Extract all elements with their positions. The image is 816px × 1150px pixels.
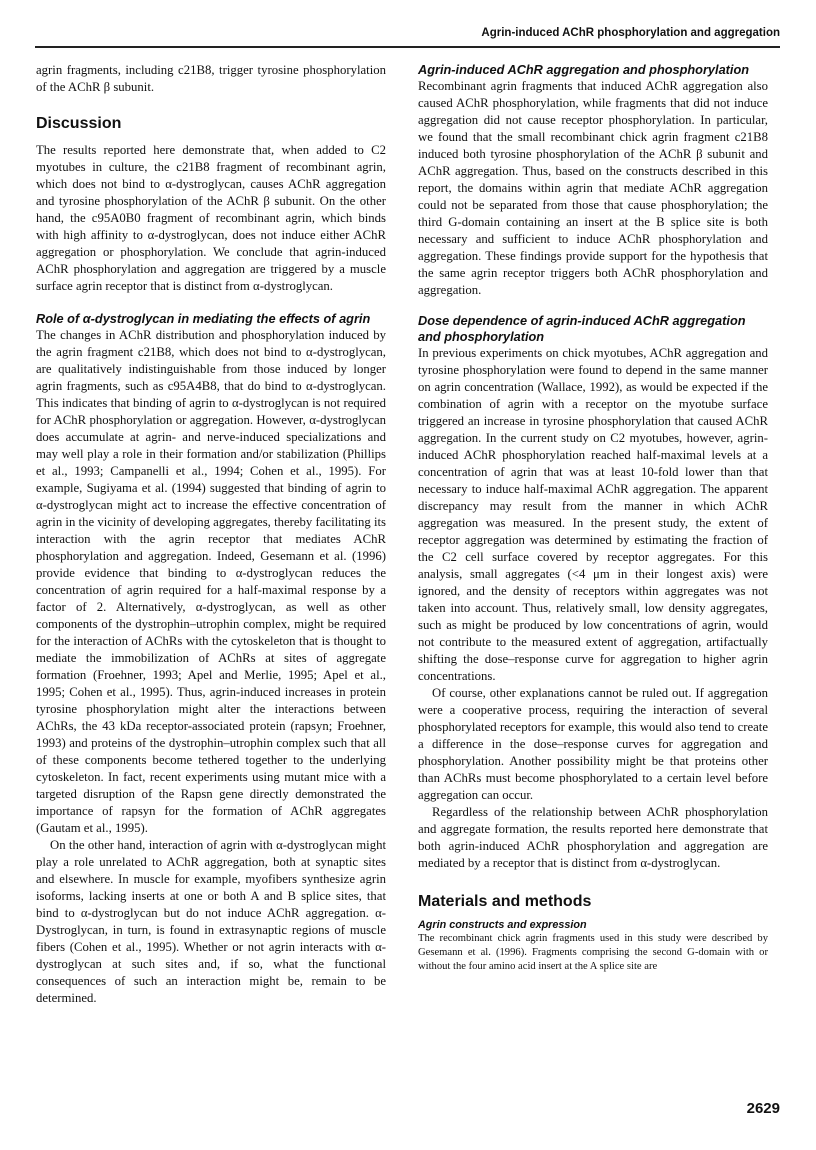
paragraph-continued: agrin fragments, including c21B8, trigger tyrosine phosphorylation of the AChR β subunit. — [36, 63, 386, 94]
discussion-paragraph-2: The changes in AChR distribution and phosphorylation induced by the agrin fragment c21B8, which does not bind to α-dystroglycan, are qualitatively indistinguishable from those induced by longer agrin fragments, such as c95A4B8, that do bind to α-dystroglycan. This indicates that binding of agrin to α-dystroglycan is not required for AChR phosphorylation or aggregation. However, α-dystroglycan does accumulate at agrin- and nerve-induced specializations and may well play a role in their formation and/or stabilization (Phillips et al., 1993; Campanelli et al., 1994; Cohen et al., 1995). For example, Sugiyama et al. (1994) suggested that binding of agrin to α-dystroglycan might act to increase the effective concentration of agrin in the vicinity of developing aggregates, thereby facilitating its interaction with the agrin receptor that mediates AChR phosphorylation and aggregation. Indeed, Gesemann et al. (1996) provide evidence that binding to α-dystroglycan reduces the concentration of agrin required for a half-maximal response by a factor of 2. Alternatively, α-dystroglycan, as well as other components of the dystrophin–utrophin complex, might be required for the interaction of AChRs with the cytoskeleton that is thought to mediate the immobilization of AChRs at sites of aggregate formation (Froehner, 1993; Apel and Merlie, 1995; Apel et al., 1995; Cohen et al., 1995). Thus, agrin-induced increases in protein tyrosine phosphorylation might alter the interactions between AChRs, the 43 kDa receptor-associated protein (rapsyn; Froehner, 1993) and proteins of the dystrophin–utrophin complex such that all of these components become tethered together to the underlying cytoskeleton. In fact, recent experiments using mutant mice with a targeted disruption of the Rapsn gene directly demonstrated the importance of rapsyn for the formation of AChR aggregates (Gautam et al., 1995). — [36, 328, 386, 835]
left-column — [36, 62, 386, 1007]
discussion-paragraph-5: In previous experiments on chick myotubes, AChR aggregation and tyrosine phosphorylation were found to depend in the same manner on agrin concentration (Wallace, 1992), as would be expected if the combination of agrin with a receptor on the myotube surface triggered an increase in tyrosine phosphorylation that caused AChR aggregation. In the current study on C2 myotubes, however, agrin-induced AChR phosphorylation reached half-maximal levels at a concentration of agrin that was at least 10-fold lower than that necessary to induce half-maximal AChR aggregation. The apparent discrepancy may result from the manner in which AChR aggregation was measured. In the present study, the extent of receptor aggregation was determined by estimating the fraction of the C2 cell surface covered by receptor aggregates. For this analysis, small aggregates (<4 μm in their longest axis) were ignored, and the density of receptors within aggregates was not taken into account. Thus, relatively small, low density aggregates, such as might be produced by low concentrations of agrin, would not contribute to the measured extent of aggregation, artifactually shifting the dose–response curve for aggregation to higher agrin concentrations. — [418, 346, 768, 683]
discussion-paragraph-7: Regardless of the relationship between AChR phosphorylation and aggregate formation, the results reported here demonstrate that both agrin-induced AChR phosphorylation and aggregation are mediated by a receptor that is distinct from α-dystroglycan. — [418, 805, 768, 870]
subheading-dose-dependence: Dose dependence of agrin-induced AChR aggregation and phosphorylation — [418, 313, 746, 344]
discussion-heading: Discussion — [36, 115, 122, 132]
discussion-paragraph-6: Of course, other explanations cannot be ruled out. If aggregation were a cooperative process, requiring the interaction of several phosphorylated receptors for example, this would also tend to create a difference in the dose–response curves for aggregation and phosphorylation. Another possibility might be that proteins other than AChRs must become phosphorylated to a certain level before aggregation can occur. — [418, 686, 768, 802]
header-rule — [35, 46, 780, 48]
discussion-paragraph-1: The results reported here demonstrate that, when added to C2 myotubes in culture, the c21B8 fragment of recombinant agrin, which does not bind to α-dystroglycan, causes AChR aggregation and tyrosine phosphorylation of the AChR β subunit. On the other hand, the c95A0B0 fragment of recombinant agrin, which binds with high affinity to α-dystroglycan, does not induce either AChR aggregation or phosphorylation. We conclude that agrin-induced AChR phosphorylation and aggregation are triggered by a muscle surface agrin receptor that is distinct from α-dystroglycan. — [36, 143, 386, 293]
discussion-paragraph-4: Recombinant agrin fragments that induced AChR aggregation also caused AChR phosphorylation, while fragments that did not induce aggregation did not cause receptor phosphorylation. In particular, we found that the small recombinant chick agrin fragment c21B8 induced both tyrosine phosphorylation of the AChR β subunit and AChR aggregation. Thus, based on the constructs described in this report, the domains within agrin that mediate AChR aggregation could not be separated from those that cause phosphorylation; the third G-domain containing an insert at the B splice site is both necessary and sufficient to induce AChR phosphorylation and aggregation. These findings provide support for the hypothesis that the same agrin receptor triggers both AChR phosphorylation and aggregation. — [418, 79, 768, 297]
right-column — [418, 62, 768, 974]
running-head: Agrin-induced AChR phosphorylation and aggregation — [481, 27, 780, 39]
page-number: 2629 — [746, 1100, 780, 1117]
methods-heading: Materials and methods — [418, 893, 592, 910]
methods-paragraph-1: The recombinant chick agrin fragments used in this study were described by Gesemann et al. (1996). Fragments comprising the second G-domain with or without the four amino acid insert at the A splice site are — [418, 933, 768, 972]
subheading-dystroglycan-role: Role of α-dystroglycan in mediating the effects of agrin — [36, 311, 371, 326]
subheading-agrin-constructs: Agrin constructs and expression — [418, 919, 587, 931]
discussion-paragraph-3: On the other hand, interaction of agrin with α-dystroglycan might play a role unrelated to AChR aggregation, both at synaptic sites and elsewhere. In muscle for example, myofibers synthesize agrin isoforms, lacking inserts at one or both A and B splice sites, that bind to α-dystroglycan but do not induce AChR aggregation. α-Dystroglycan, in turn, is found in extrasynaptic regions of muscle fibers (Cohen et al., 1995). Whether or not agrin interacts with α-dystroglycan at such sites and, if so, what the functional consequences of such an interaction might be, remain to be determined. — [36, 838, 386, 1005]
subheading-aggregation-phosphorylation: Agrin-induced AChR aggregation and phosphorylation — [418, 62, 750, 77]
